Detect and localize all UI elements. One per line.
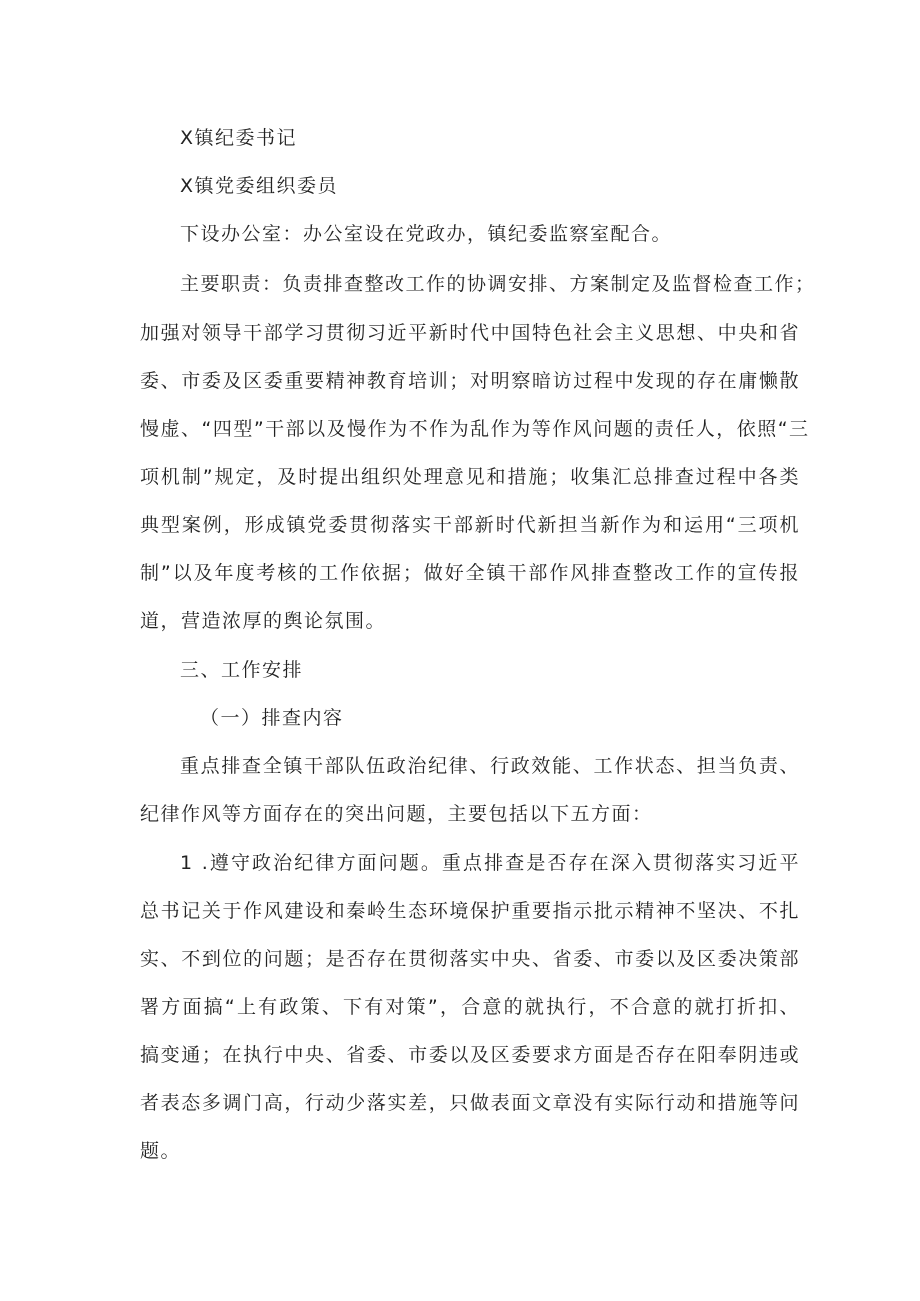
inspection-paragraph-line-2: 纪律作风等方面存在的突出问题，主要包括以下五方面： (140, 803, 653, 825)
item-1-line-5: 搞变通；在执行中央、省委、市委以及区委要求方面是否存在阳奉阴违或 (140, 1044, 800, 1066)
member-line-2: X镇党委组织委员 (180, 175, 339, 197)
item-1-line-7: 题。 (140, 1140, 182, 1162)
duties-paragraph-line-8: 道，营造浓厚的舆论氛围。 (140, 610, 387, 632)
duties-paragraph-line-6: 典型案例，形成镇党委贯彻落实干部新时代新担当新作为和运用“三项机 (140, 514, 800, 536)
duties-paragraph-line-4: 慢虚、“四型”干部以及慢作为不作为乱作为等作风问题的责任人，依照“三 (140, 418, 810, 440)
item-1-line-6: 者表态多调门高，行动少落实差，只做表面文章没有实际行动和措施等问 (140, 1092, 800, 1114)
inspection-paragraph-line-1: 重点排查全镇干部队伍政治纪律、行政效能、工作状态、担当负责、 (180, 755, 800, 777)
item-1-line-4: 署方面搞“上有政策、下有对策”，合意的就执行，不合意的就打折扣、 (140, 996, 800, 1018)
item-1-line-2: 总书记关于作风建设和秦岭生态环境保护重要指示批示精神不坚决、不扎 (140, 900, 800, 922)
duties-paragraph-line-3: 委、市委及区委重要精神教育培训；对明察暗访过程中发现的存在庸懒散 (140, 370, 800, 392)
duties-paragraph-line-2: 加强对领导干部学习贯彻习近平新时代中国特色社会主义思想、中央和省 (140, 322, 800, 344)
item-1-line-1: 1 .遵守政治纪律方面问题。重点排查是否存在深入贯彻落实习近平 (180, 852, 800, 874)
subsection-heading-inspection-content: （一）排查内容 (200, 707, 344, 729)
office-setup-paragraph: 下设办公室：办公室设在党政办，镇纪委监察室配合。 (180, 223, 673, 245)
duties-paragraph-line-7: 制”以及年度考核的工作依据；做好全镇干部作风排查整改工作的宣传报 (140, 562, 800, 584)
section-heading-work-arrangement: 三、工作安排 (180, 659, 304, 681)
member-line-1: X镇纪委书记 (180, 127, 298, 149)
duties-paragraph-line-1: 主要职责：负责排查整改工作的协调安排、方案制定及监督检查工作； (180, 273, 816, 295)
duties-paragraph-line-5: 项机制”规定，及时提出组织处理意见和措施；收集汇总排查过程中各类 (140, 466, 800, 488)
item-1-line-3: 实、不到位的问题；是否存在贯彻落实中央、省委、市委以及区委决策部 (140, 948, 800, 970)
